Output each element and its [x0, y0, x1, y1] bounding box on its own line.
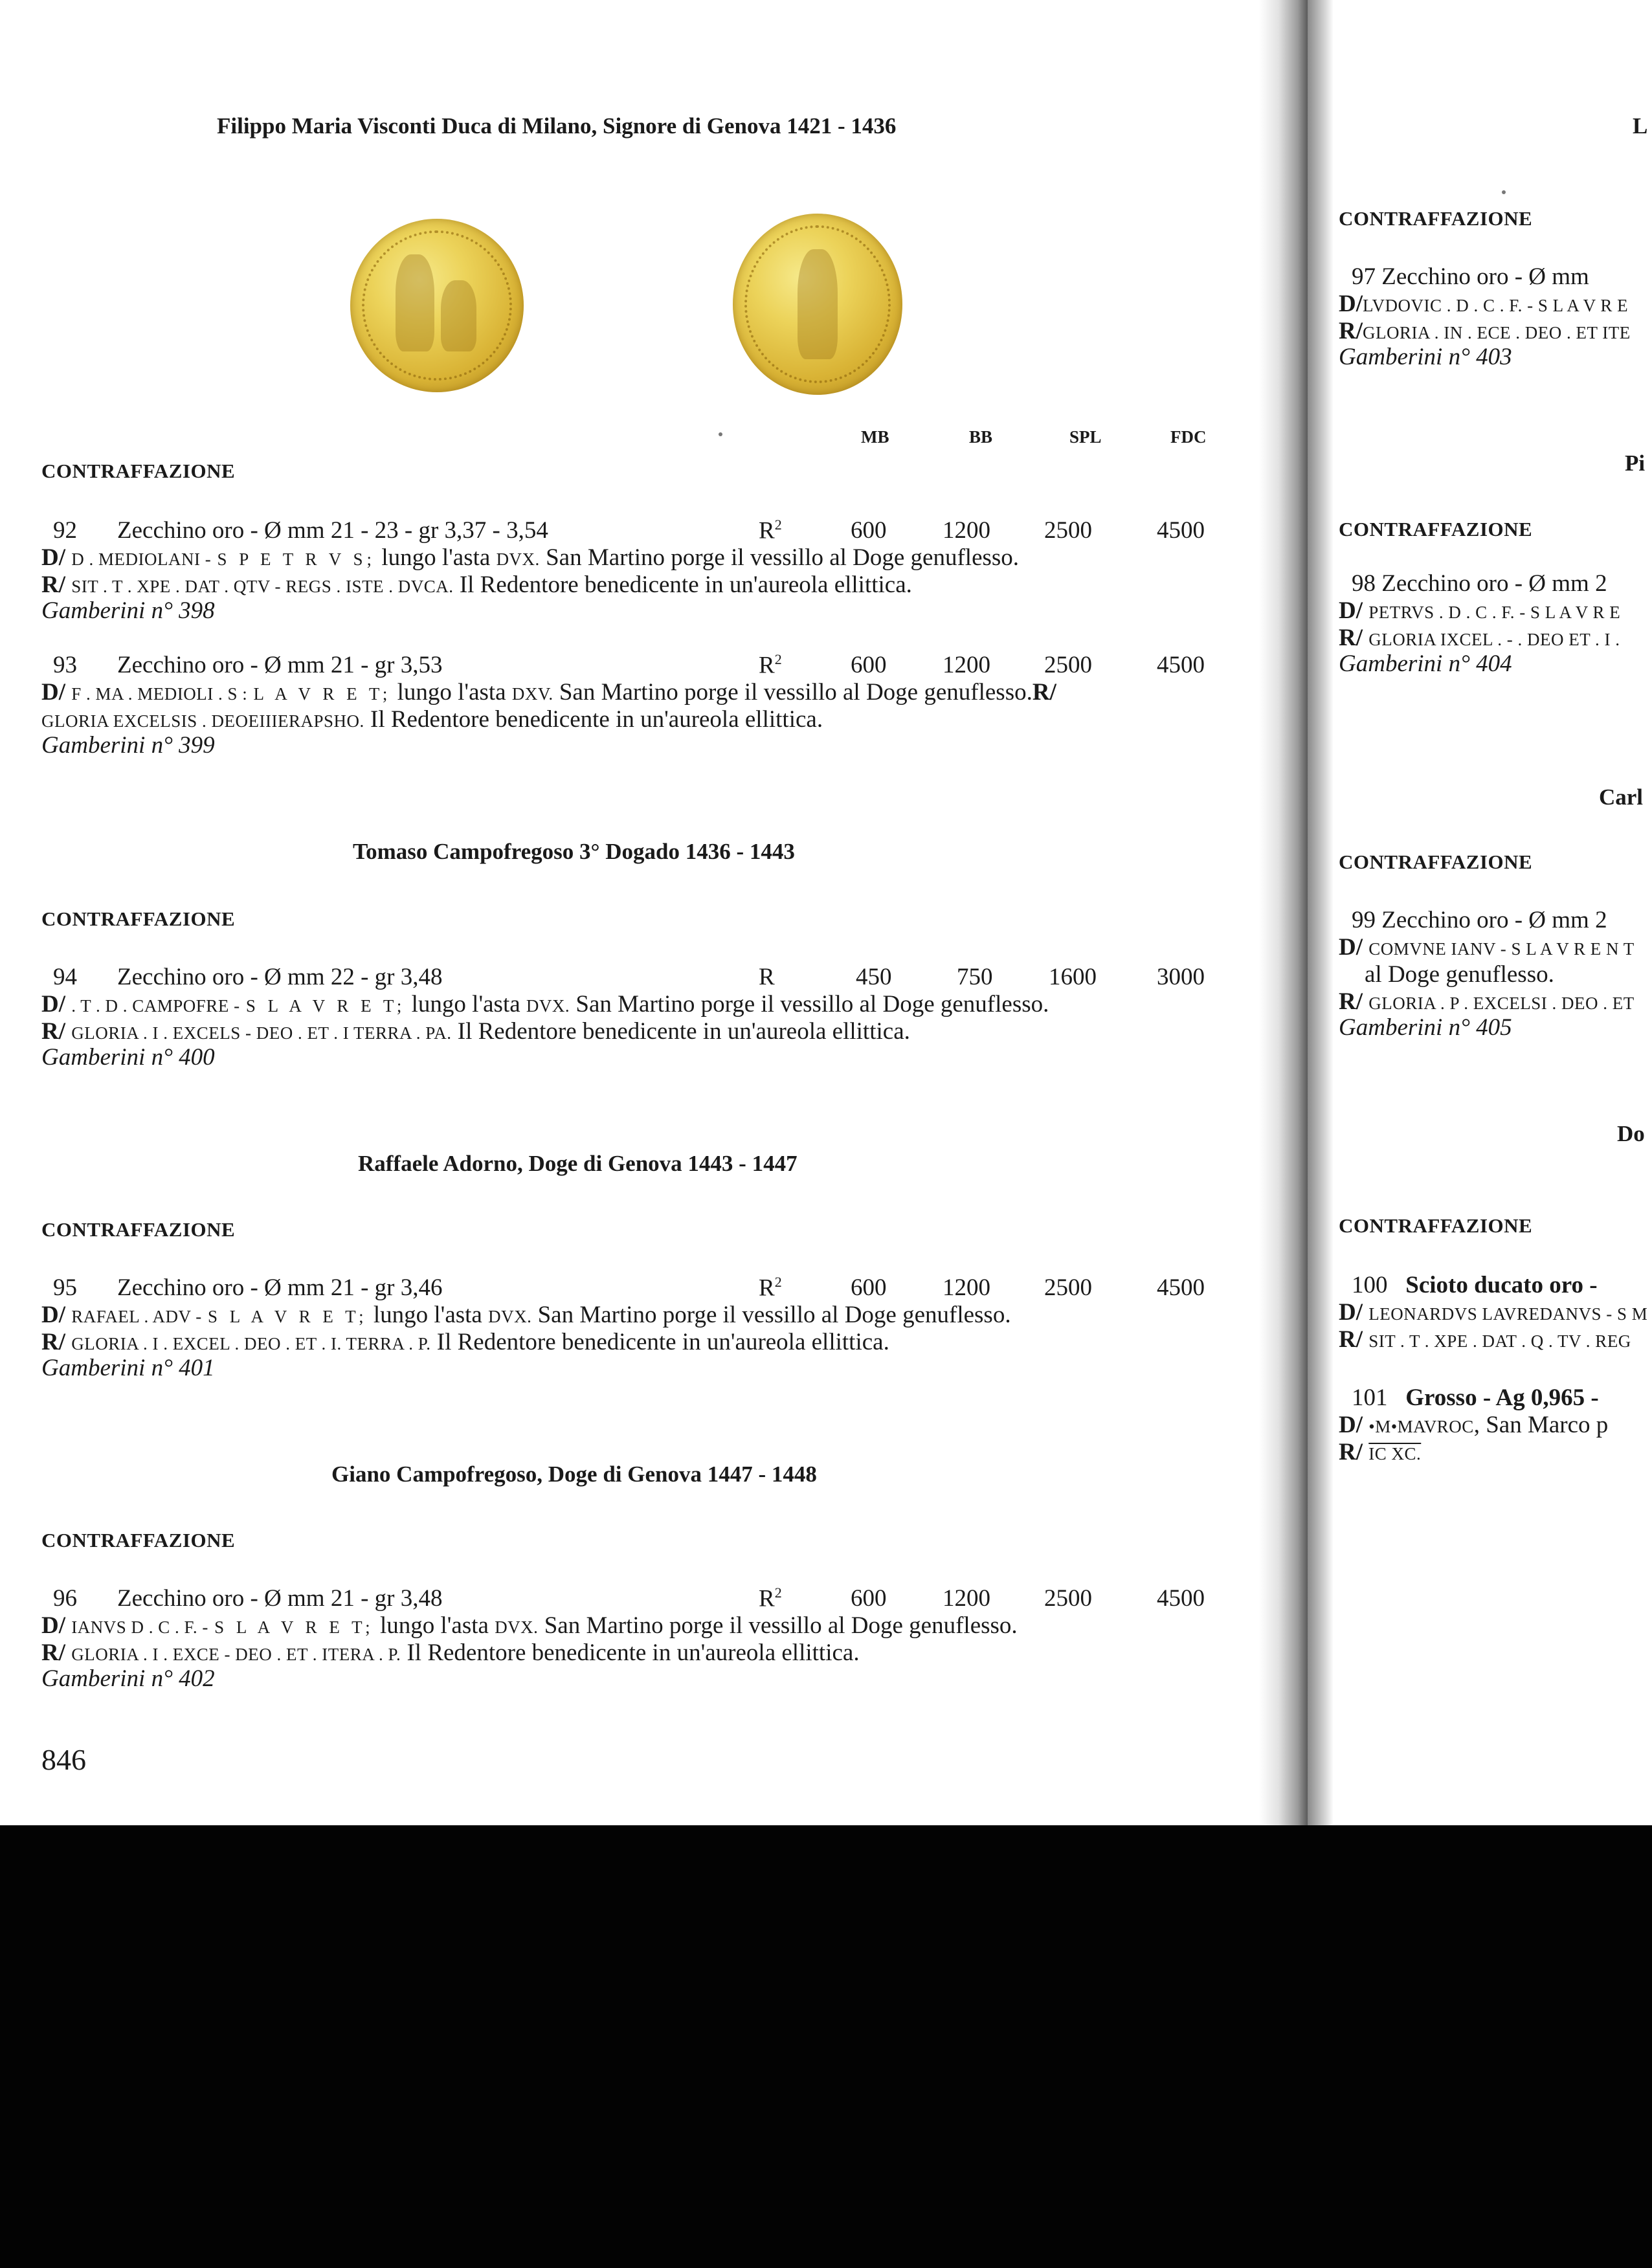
entry-number: 100 — [1352, 1272, 1388, 1298]
reverse-label: R/ — [1339, 988, 1363, 1015]
obverse-line — [1339, 933, 1635, 961]
obverse-description: San Martino porge il vessillo al Doge genuflesso. — [537, 1302, 1011, 1328]
price-mb: 600 — [851, 1585, 887, 1612]
entry-line: 97 Zecchino oro - Ø mm — [1352, 263, 1589, 290]
coin-legend-ring — [362, 230, 512, 381]
entry-description: Zecchino oro - Ø mm 21 - gr 3,48 — [117, 1585, 443, 1612]
reverse-line — [1339, 1438, 1421, 1466]
obverse-legend-dxv: DXV. — [511, 684, 553, 704]
catalog-reference: Gamberini n° 401 — [41, 1355, 215, 1381]
entry-number: 96 — [53, 1585, 77, 1612]
obverse-label: D/ — [1339, 1299, 1363, 1326]
reverse-label: R/ — [1339, 1439, 1363, 1465]
rarity — [759, 517, 782, 544]
right-page-title-fragment: Carl — [1599, 784, 1644, 810]
obverse-description: San Martino porge il vessillo al Doge genuflesso. — [546, 544, 1020, 571]
obverse-legend: LVDOVIC . D . C . F. - S L A V R E — [1363, 296, 1629, 315]
obverse-description: San Martino porge il vessillo al Doge genuflesso. — [559, 679, 1032, 706]
obverse-legend-dvx: DVX. — [496, 550, 540, 569]
entry-line: 99 Zecchino oro - Ø mm 2 — [1352, 907, 1607, 933]
section-label-contraffazione: CONTRAFFAZIONE — [41, 460, 236, 482]
page-title: Filippo Maria Visconti Duca di Milano, Signore di Genova 1421 - 1436 — [217, 113, 897, 139]
reverse-label: R/ — [1032, 679, 1056, 706]
reverse-line — [41, 1328, 889, 1356]
catalog-reference: Gamberini n° 400 — [41, 1044, 215, 1071]
obverse-line — [41, 990, 1049, 1018]
reverse-legend: GLORIA . I . EXCELS - DEO . ET . I TERRA . PA. — [71, 1023, 452, 1043]
entry-line — [1352, 1384, 1599, 1412]
reverse-line — [1339, 1326, 1631, 1353]
entry-number: 94 — [53, 964, 77, 990]
price-spl: 2500 — [1044, 1274, 1092, 1301]
rarity — [759, 1584, 782, 1612]
reverse-legend: SIT . T . XPE . DAT . Q . TV . REG — [1368, 1331, 1631, 1351]
coin-figure-redeemer — [798, 249, 838, 359]
price-fdc: 4500 — [1157, 1585, 1205, 1612]
obverse-line-cont: al Doge genuflesso. — [1365, 961, 1554, 988]
obverse-legend: •M•MAVROC — [1368, 1417, 1474, 1436]
reverse-legend: GLORIA . P . EXCELSI . DEO . ET — [1368, 994, 1635, 1013]
obverse-line — [41, 1612, 1018, 1640]
right-page-title-fragment: L — [1633, 113, 1648, 139]
obverse-label: D/ — [1339, 291, 1363, 317]
reverse-legend: IC XC. — [1368, 1444, 1422, 1463]
reverse-legend: SIT . T . XPE . DAT . QTV - REGS . ISTE . DVCA. — [71, 577, 454, 596]
obverse-label: D/ — [41, 1612, 65, 1639]
obverse-text: lungo l'asta — [397, 679, 506, 706]
entry-description: Zecchino oro - Ø mm 21 - gr 3,46 — [117, 1274, 443, 1301]
dust-speck — [719, 432, 722, 436]
reverse-label: R/ — [41, 1018, 65, 1045]
entry-description-bold: Grosso - Ag 0,965 - — [1405, 1384, 1599, 1411]
reverse-legend: GLORIA . I . EXCE - DEO . ET . ITERA . P. — [71, 1645, 401, 1664]
reverse-description: Il Redentore benedicente in un'aureola ellittica. — [370, 706, 823, 733]
obverse-text: lungo l'asta — [379, 1612, 489, 1639]
section-label-contraffazione: CONTRAFFAZIONE — [1339, 207, 1533, 230]
obverse-legend-dvx: DVX. — [526, 996, 570, 1016]
reverse-label: R/ — [1339, 318, 1363, 344]
obverse-legend: LEONARDVS LAVREDANVS - S M — [1368, 1304, 1648, 1324]
obverse-text: lungo l'asta — [381, 544, 491, 571]
rarity-degree: 2 — [774, 517, 782, 533]
obverse-legend-spaced: S P E T R V S; — [217, 550, 376, 569]
obverse-label: D/ — [1339, 1412, 1363, 1438]
reverse-line — [1339, 624, 1620, 652]
coin-obverse-image — [350, 219, 524, 392]
catalog-reference: Gamberini n° 405 — [1339, 1014, 1512, 1041]
book-gutter-shadow-right — [1308, 0, 1334, 1825]
reverse-legend: GLORIA . I . EXCEL . DEO . ET . I. TERRA . P. — [71, 1334, 431, 1353]
obverse-label: D/ — [41, 679, 65, 706]
coin-figure-doge — [441, 280, 476, 351]
section-label-contraffazione: CONTRAFFAZIONE — [41, 1218, 236, 1241]
reverse-legend: GLORIA IXCEL . - . DEO ET . I . — [1368, 630, 1620, 649]
section-label-contraffazione: CONTRAFFAZIONE — [41, 1529, 236, 1551]
right-page-title-fragment: Pi — [1625, 450, 1646, 476]
entry-number: 92 — [53, 517, 77, 544]
catalog-reference: Gamberini n° 398 — [41, 597, 215, 624]
reverse-label: R/ — [41, 1329, 65, 1355]
rarity-base: R — [759, 1274, 775, 1302]
catalog-reference: Gamberini n° 399 — [41, 732, 215, 759]
obverse-line — [41, 1301, 1011, 1329]
entry-number: 101 — [1352, 1384, 1388, 1411]
price-bb: 1200 — [943, 1585, 990, 1612]
price-bb: 1200 — [943, 1274, 990, 1301]
reverse-description: Il Redentore benedicente in un'aureola ellittica. — [459, 572, 912, 598]
obverse-description: San Marco p — [1486, 1412, 1609, 1438]
reverse-line — [1339, 317, 1631, 345]
entry-description-bold: Scioto ducato oro - — [1405, 1272, 1598, 1298]
price-spl: 2500 — [1044, 1585, 1092, 1612]
obverse-line — [1339, 290, 1628, 318]
obverse-legend-spaced: S L A V R E T; — [245, 996, 406, 1016]
entry-description: Zecchino oro - Ø mm 21 - 23 - gr 3,37 - 3,54 — [117, 517, 548, 544]
rarity — [759, 651, 782, 679]
obverse-legend-dvx: DVX. — [488, 1307, 532, 1326]
section-label-contraffazione: CONTRAFFAZIONE — [1339, 850, 1533, 873]
obverse-legend: F . MA . MEDIOLI . S : — [71, 684, 248, 704]
obverse-text: lungo l'asta — [373, 1302, 482, 1328]
price-bb: 1200 — [943, 517, 990, 544]
obverse-label: D/ — [1339, 597, 1363, 624]
reverse-legend: GLORIA EXCELSIS . DEOEIIIERAPSHO. — [41, 711, 364, 731]
rarity: R — [759, 964, 775, 990]
rarity-degree: 2 — [774, 1274, 782, 1290]
column-header-mb: MB — [861, 427, 889, 447]
price-bb: 750 — [957, 964, 993, 990]
price-fdc: 4500 — [1157, 652, 1205, 678]
obverse-description: San Martino porge il vessillo al Doge genuflesso. — [544, 1612, 1018, 1639]
reverse-line — [41, 1017, 910, 1045]
catalog-reference: Gamberini n° 403 — [1339, 344, 1512, 370]
price-spl: 2500 — [1044, 517, 1092, 544]
entry-number: 95 — [53, 1274, 77, 1301]
obverse-legend: . T . D . CAMPOFRE - — [71, 996, 240, 1016]
rarity-base: R — [759, 652, 775, 679]
book-gutter-shadow — [1259, 0, 1308, 1825]
rarity — [759, 1274, 782, 1302]
reverse-line — [41, 706, 823, 733]
reverse-label: R/ — [41, 572, 65, 598]
entry-description: Zecchino oro - Ø mm 22 - gr 3,48 — [117, 964, 443, 990]
entry-description: Zecchino oro - Ø mm 21 - gr 3,53 — [117, 652, 443, 678]
price-fdc: 3000 — [1157, 964, 1205, 990]
obverse-description: San Martino porge il vessillo al Doge genuflesso. — [575, 991, 1049, 1017]
obverse-line: D/ •M•MAVROC, San Marco p — [1339, 1412, 1609, 1438]
obverse-line — [1339, 1298, 1647, 1326]
obverse-legend: RAFAEL . ADV - — [71, 1307, 202, 1326]
section-title-tomaso: Tomaso Campofregoso 3° Dogado 1436 - 1443 — [353, 839, 795, 864]
reverse-label: R/ — [1339, 1326, 1363, 1353]
rarity-degree: 2 — [774, 651, 782, 667]
price-bb: 1200 — [943, 652, 990, 678]
section-label-contraffazione: CONTRAFFAZIONE — [1339, 518, 1533, 540]
right-page-title-fragment: Do — [1617, 1121, 1645, 1146]
section-title-giano: Giano Campofregoso, Doge di Genova 1447 - 1448 — [331, 1462, 817, 1487]
obverse-legend-spaced: L A V R E T; — [253, 684, 392, 704]
price-mb: 450 — [856, 964, 892, 990]
price-mb: 600 — [851, 1274, 887, 1301]
dust-speck — [1502, 190, 1506, 194]
coin-figure-saint — [396, 254, 434, 351]
obverse-legend-spaced: S L A V R E T; — [214, 1618, 374, 1637]
reverse-description: Il Redentore benedicente in un'aureola ellittica. — [457, 1018, 910, 1045]
obverse-text: lungo l'asta — [411, 991, 520, 1017]
obverse-line — [41, 678, 1056, 706]
reverse-description: Il Redentore benedicente in un'aureola ellittica. — [436, 1329, 889, 1355]
obverse-label: D/ — [41, 1302, 65, 1328]
column-header-bb: BB — [969, 427, 993, 447]
catalog-reference: Gamberini n° 402 — [41, 1665, 215, 1692]
column-header-fdc: FDC — [1170, 427, 1207, 447]
obverse-legend: IANVS D . C . F. - — [71, 1618, 208, 1637]
entry-line — [1352, 1271, 1598, 1299]
page-number: 846 — [41, 1743, 86, 1776]
obverse-label: D/ — [41, 991, 65, 1017]
price-mb: 600 — [851, 517, 887, 544]
rarity-degree: 2 — [774, 1584, 782, 1601]
catalog-reference: Gamberini n° 404 — [1339, 650, 1512, 677]
obverse-legend: PETRVS . D . C . F. - S L A V R E — [1368, 603, 1621, 622]
reverse-label: R/ — [1339, 625, 1363, 651]
rarity-base: R — [759, 1585, 775, 1612]
entry-line: 98 Zecchino oro - Ø mm 2 — [1352, 570, 1607, 597]
reverse-line — [41, 571, 912, 599]
obverse-label: D/ — [41, 544, 65, 571]
reverse-line — [41, 1639, 860, 1667]
scan-black-background — [0, 1825, 1652, 2268]
obverse-legend-spaced: S L A V R E T; — [208, 1307, 368, 1326]
section-title-raffaele: Raffaele Adorno, Doge di Genova 1443 - 1447 — [358, 1151, 798, 1176]
reverse-legend: GLORIA . IN . ECE . DEO . ET ITE — [1363, 323, 1631, 342]
obverse-legend: D . MEDIOLANI - — [71, 550, 212, 569]
price-fdc: 4500 — [1157, 517, 1205, 544]
price-spl: 2500 — [1044, 652, 1092, 678]
column-header-spl: SPL — [1069, 427, 1102, 447]
price-fdc: 4500 — [1157, 1274, 1205, 1301]
price-mb: 600 — [851, 652, 887, 678]
obverse-label: D/ — [1339, 934, 1363, 961]
coin-reverse-image — [733, 214, 902, 395]
reverse-label: R/ — [41, 1640, 65, 1666]
reverse-line — [1339, 988, 1635, 1016]
obverse-line — [1339, 597, 1620, 625]
reverse-description: Il Redentore benedicente in un'aureola ellittica. — [407, 1640, 860, 1666]
rarity-base: R — [759, 517, 775, 544]
entry-number: 93 — [53, 652, 77, 678]
obverse-line — [41, 544, 1019, 572]
obverse-legend: COMVNE IANV - S L A V R E N T — [1368, 939, 1635, 959]
obverse-legend-dvx: DVX. — [495, 1618, 539, 1637]
section-label-contraffazione: CONTRAFFAZIONE — [1339, 1214, 1533, 1237]
section-label-contraffazione: CONTRAFFAZIONE — [41, 907, 236, 930]
price-spl: 1600 — [1049, 964, 1097, 990]
